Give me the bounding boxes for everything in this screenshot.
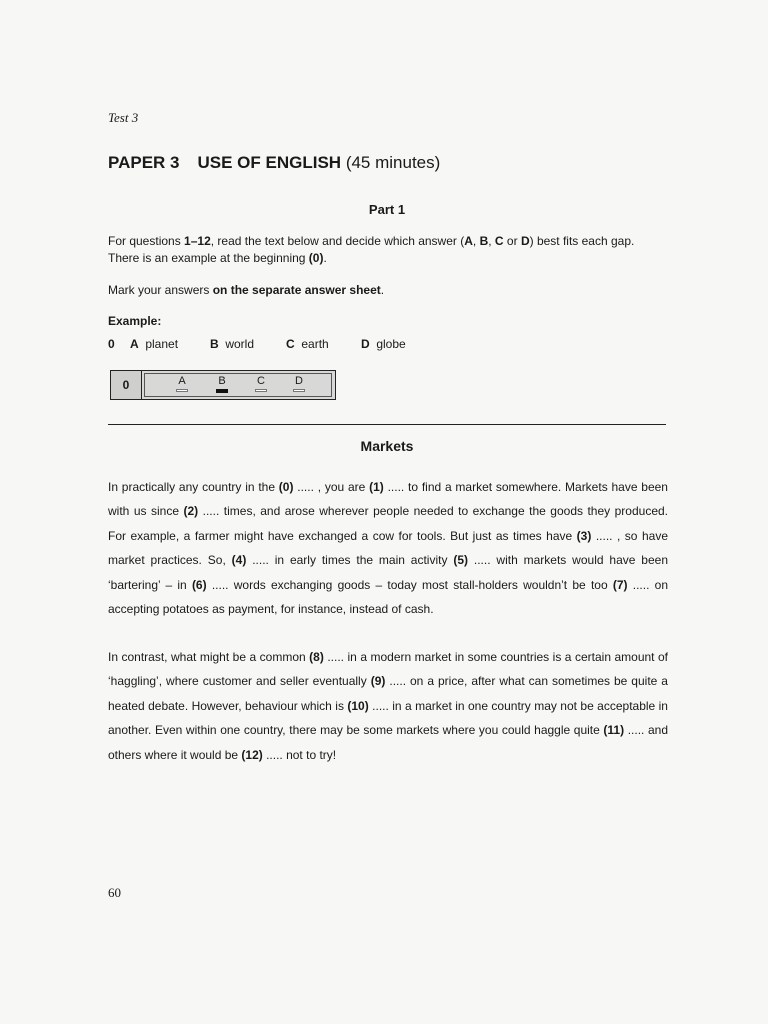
passage-text: ..... with markets would have been ‘bartering’ – in	[108, 553, 668, 592]
gap-number: (0)	[278, 480, 294, 494]
example-answer-box	[110, 370, 336, 400]
passage-text: ..... and others where it would be	[108, 723, 669, 762]
gap-number: (5)	[453, 553, 469, 568]
answer-mark-a	[176, 389, 188, 392]
text-title: Markets	[360, 438, 414, 454]
gap-number: (8)	[309, 650, 324, 664]
gap-number: (2)	[183, 504, 199, 519]
running-head: Test 3	[108, 110, 139, 125]
paper-name: USE OF ENGLISH	[197, 153, 342, 172]
passage-text: ..... to find a market somewhere. Markets have been with us since	[108, 480, 668, 519]
passage-text: In practically any country in the	[108, 480, 279, 494]
paragraph-text	[108, 645, 668, 767]
answer-box-number: 0	[111, 371, 142, 399]
passage-paragraph-2	[108, 645, 668, 767]
answer-option-b: B	[214, 375, 230, 393]
answer-mark-b	[216, 389, 228, 393]
passage-text: ..... on a price, after what can sometimes be quite a heated debate. However, behaviour which is	[108, 674, 668, 713]
gap-number: (12)	[241, 747, 263, 762]
gap-number: (4)	[231, 553, 247, 568]
passage-paragraph-1	[108, 475, 668, 621]
passage-text: In contrast, what might be a common	[108, 650, 310, 664]
paper-duration: (45 minutes)	[345, 153, 441, 172]
gap-number: (7)	[612, 577, 628, 592]
gap-number: (3)	[576, 528, 592, 543]
paper-number: PAPER 3	[108, 153, 180, 172]
paragraph-text	[108, 475, 668, 621]
part-heading: Part 1	[368, 202, 406, 217]
passage-text: ..... on accepting potatoes as payment, for instance, instead of cash.	[108, 577, 668, 617]
gap-number: (6)	[191, 577, 207, 592]
gap-number: (11)	[603, 723, 625, 738]
answer-mark-c	[255, 389, 267, 392]
instructions	[108, 233, 678, 267]
passage-text: ..... in early times the main activity	[246, 553, 454, 568]
answer-sheet-instruction: Mark your answers on the separate answer sheet.	[108, 283, 385, 297]
example-option-a: A planet	[130, 337, 179, 351]
page-number: 60	[108, 885, 121, 900]
passage-text: ..... in a market in one country may not be acceptable in another. Even within one country, there may be some markets where you could haggle quite	[108, 698, 668, 738]
paper-title	[108, 153, 440, 173]
gap-number: (9)	[370, 674, 386, 689]
instruction-line-1: For questions 1–12, read the text below and decide which answer (A, B, C or D) best fits each gap.	[108, 234, 635, 248]
section-divider	[108, 424, 666, 425]
passage-text: ..... , you are	[293, 480, 370, 494]
passage-text: ..... not to try!	[262, 747, 337, 762]
example-label: Example:	[108, 314, 162, 328]
gap-number: (1)	[369, 480, 384, 494]
instruction-line-2: There is an example at the beginning (0).	[108, 251, 327, 265]
gap-number: (10)	[347, 698, 369, 713]
answer-option-a: A	[174, 375, 190, 392]
answer-option-d: D	[291, 375, 307, 392]
answer-option-c: C	[253, 375, 269, 392]
example-option-b: B world	[210, 337, 255, 351]
example-option-c: C earth	[286, 337, 329, 351]
passage-text: ..... times, and arose wherever people needed to exchange the goods they produced. For example, a farmer might have exchanged a cow for tools. But just as times have	[108, 504, 669, 543]
passage-text: ..... in a modern market in some countries is a certain amount of ‘haggling’, where customer and seller eventually	[108, 650, 668, 689]
answer-mark-d	[293, 389, 305, 392]
example-number: 0	[108, 337, 115, 351]
example-options	[108, 337, 406, 351]
answer-box-options	[144, 373, 332, 397]
passage-text: ..... , so have market practices. So,	[108, 528, 668, 568]
example-option-d: D globe	[361, 337, 406, 351]
passage-text: ..... words exchanging goods – today most stall-holders wouldn’t be too	[206, 577, 613, 592]
